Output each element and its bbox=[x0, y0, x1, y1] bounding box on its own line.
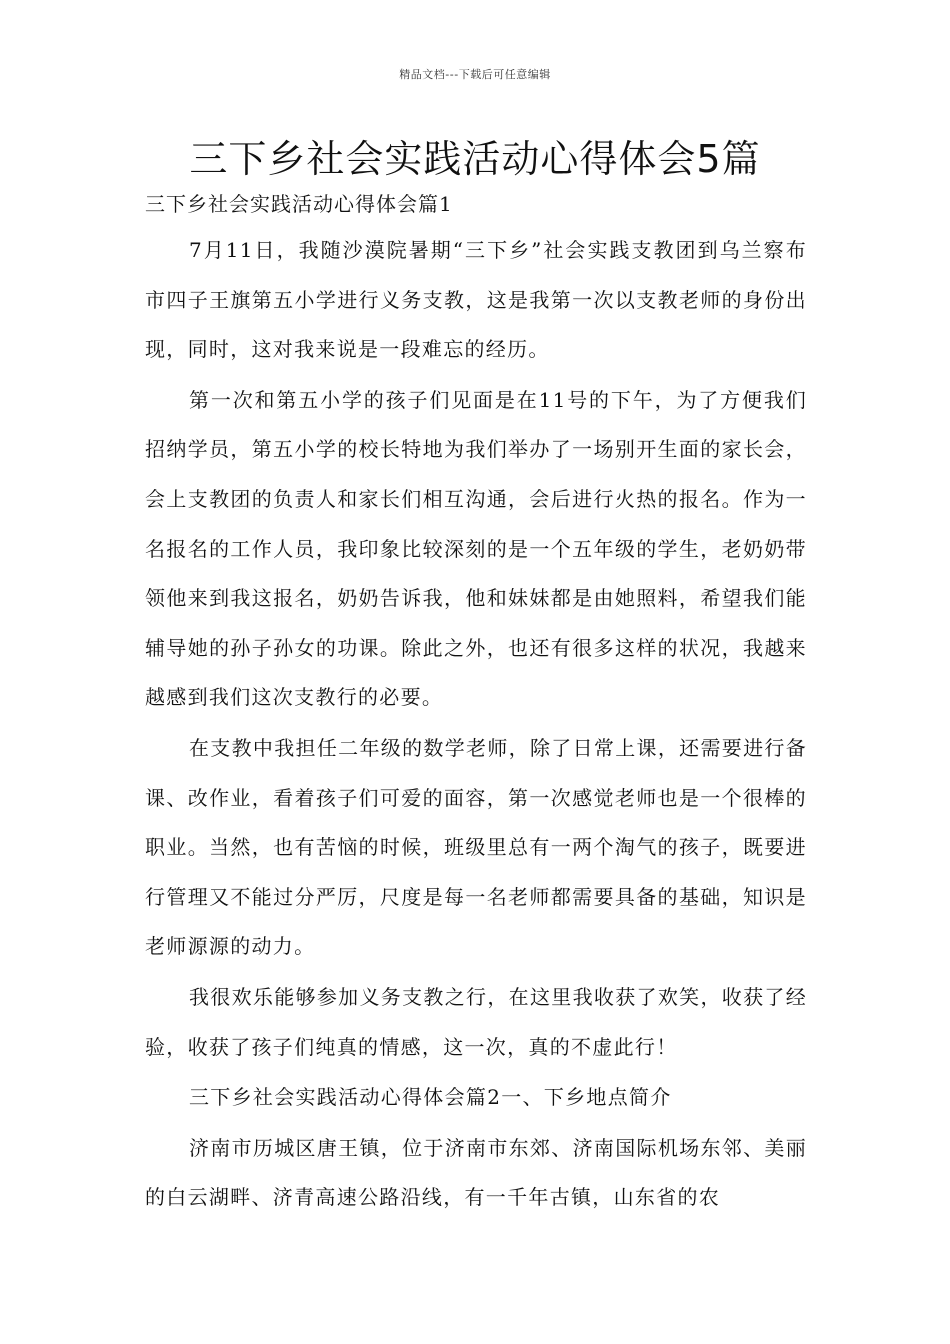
paragraph: 我很欢乐能够参加义务支教之行，在这里我收获了欢笑，收获了经验，收获了孩子们纯真的情感，这一次，真的不虚此行！ bbox=[145, 984, 807, 1059]
paragraph: 第一次和第五小学的孩子们见面是在11号的下午，为了方便我们招纳学员，第五小学的校长特地为我们举办了一场别开生面的家长会，会上支教团的负责人和家长们相互沟通，会后进行火热的报名。作为一名报名的工作人员，我印象比较深刻的是一个五年级的学生，老奶奶带领他来到我这报名，奶奶告诉我，他和妹妹都是由她照料，希望我们能辅导她的孙子孙女的功课。除此之外，也还有很多这样的状况，我越来越感到我们这次支教行的必要。 bbox=[145, 387, 807, 710]
document-body bbox=[145, 226, 807, 1224]
section-heading: 三下乡社会实践活动心得体会篇1 bbox=[145, 192, 453, 216]
header-note: 精品文档---下载后可任意编辑 bbox=[399, 68, 551, 81]
paragraph: 在支教中我担任二年级的数学老师，除了日常上课，还需要进行备课、改作业，看着孩子们可爱的面容，第一次感觉老师也是一个很棒的职业。当然，也有苦恼的时候，班级里总有一两个淘气的孩子，既要进行管理又不能过分严厉，尺度是每一名老师都需要具备的基础，知识是老师源源的动力。 bbox=[145, 735, 807, 959]
document-title: 三下乡社会实践活动心得体会5篇 bbox=[189, 137, 761, 181]
paragraph: 三下乡社会实践活动心得体会篇2一、下乡地点简介 bbox=[189, 1085, 672, 1110]
paragraph: 济南市历城区唐王镇，位于济南市东郊、济南国际机场东邻、美丽的白云湖畔、济青高速公路沿线，有一千年古镇，山东省的农 bbox=[145, 1135, 807, 1210]
paragraph: 7月11日，我随沙漠院暑期“三下乡”社会实践支教团到乌兰察布市四子王旗第五小学进行义务支教，这是我第一次以支教老师的身份出现，同时，这对我来说是一段难忘的经历。 bbox=[145, 238, 807, 362]
